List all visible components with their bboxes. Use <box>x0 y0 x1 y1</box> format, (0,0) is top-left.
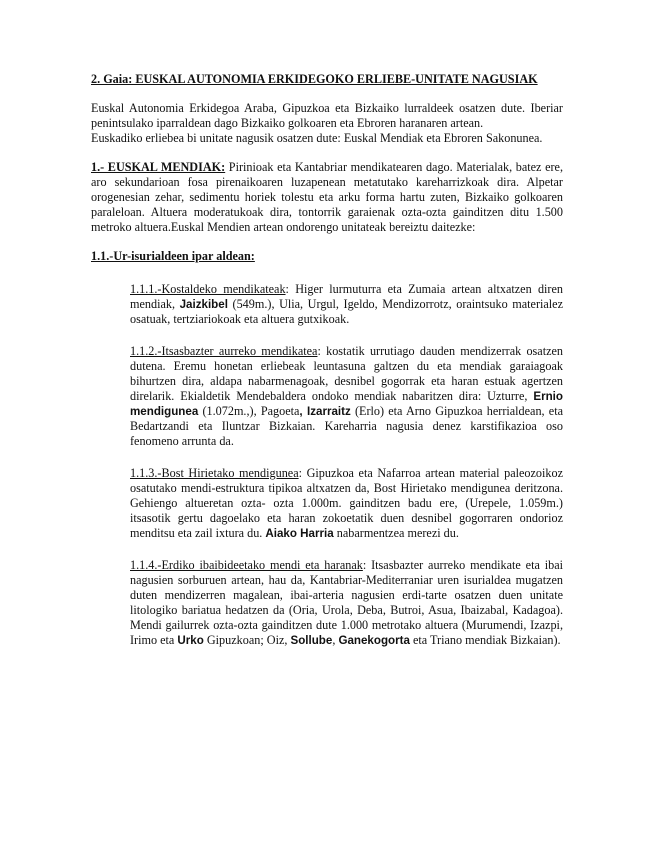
item-text: Gipuzkoan; Oiz, <box>203 633 291 647</box>
item-text: , <box>332 633 339 647</box>
item-kostaldeko-mendikateak <box>130 282 563 327</box>
mountain-name: Jaizkibel <box>179 298 228 311</box>
item-label: 1.1.1.-Kostaldeko mendikateak <box>130 282 286 296</box>
intro <box>91 101 563 146</box>
item-text: nabarmentzea merezi du. <box>333 526 459 540</box>
item-text: : Itsasbazter aurreko mendikate eta ibai nagusien sorburuen artean, hau da, Kantabriar-Mediterraniar uren isurialdea mugatzen duten mendizerren magalean, ibai-arteria nagusien erdi-tarte osatzen duen unitate litologiko bariatua hedatzen da (Oria, Urola, Deba, Butroi, Asua, Ibaizabal, Kadagoa). Mendi gailurrek ozta-ozta gainditzen dute 1.000 metrotako altuera (Murumendi, Izazpi, Irimo eta <box>130 558 563 647</box>
section-heading: 1.- EUSKAL MENDIAK: <box>91 160 226 174</box>
document-page <box>91 72 563 665</box>
mountain-name: Urko <box>177 634 204 647</box>
item-paragraph <box>130 282 563 327</box>
mountain-name: Ernio mendigunea <box>130 390 563 418</box>
mountain-name: Sollube <box>290 634 333 647</box>
item-erdiko-ibaibideetako-mendi <box>130 558 563 648</box>
mountain-name: , Izarraitz <box>299 405 351 418</box>
item-text: : kostatik urrutiago dauden mendizerrak osatzen dutena. Eremu honetan erliebeak leuntasuna galtzen du eta mendiak garaiagoak bihurtzen dira, aldapa nabarmenagoak, desnibel gogorrak eta haran estuak agertzen direlarik. Ekialdetik Mendebaldera ondoko mendiak nabaritzen dira: Uzturre, <box>130 344 563 403</box>
section-euskal-mendiak <box>91 160 563 235</box>
item-label: 1.1.4.-Erdiko ibaibideetako mendi eta haranak <box>130 558 363 572</box>
item-text: eta Triano mendiak Bizkaian). <box>409 633 561 647</box>
item-text: (1.072m.,), Pagoeta <box>198 404 300 418</box>
page-title: 2. Gaia: EUSKAL AUTONOMIA ERKIDEGOKO ERLIEBE-UNITATE NAGUSIAK <box>91 72 538 86</box>
item-paragraph <box>130 344 563 449</box>
item-label: 1.1.2.-Itsasbazter aurreko mendikatea <box>130 344 318 358</box>
mountain-name: Aiako Harria <box>265 527 334 540</box>
subsection-items <box>130 282 563 648</box>
section-paragraph <box>91 160 563 235</box>
item-text: : Higer lurmuturra eta Zumaia artean altxatzen diren mendiak, <box>130 282 563 311</box>
item-label: 1.1.3.-Bost Hirietako mendigunea <box>130 466 299 480</box>
intro-paragraph-1: Euskal Autonomia Erkidegoa Araba, Gipuzkoa eta Bizkaiko lurraldeek osatzen dute. Iberiar penintsulako iparraldean dago Bizkaiko golkoaren eta Ebroren haranaren artean. <box>91 101 563 130</box>
section-text: Pirinioak eta Kantabriar mendikatearen dago. Materialak, batez ere, aro sekundarioan fosa pirenaikoaren luzapenean metatutako kareharrizkoak dira. Alpetar orogenesian zehar, sedimentu horiek tolestu eta arku forma hartu zuten, Bizkaiko golkoaren paraleloan. Altuera moderatukoak dira, tontorrik garaienak ozta-ozta gainditzen ditu 1.500 metroko altuera.Euskal Mendien artean ondorengo unitateak bereiztu daitezke: <box>91 160 563 234</box>
item-text: (549m.), Ulia, Urgul, Igeldo, Mendizorrotz, oraintsuko materialez osatuak, tertziariokoak eta altuera gutxikoak. <box>130 297 563 326</box>
subsection-heading: 1.1.-Ur-isurialdeen ipar aldean: <box>91 249 255 263</box>
item-text: (Erlo) eta Arno Gipuzkoa herrialdean, eta Bedartzandi eta Iluntzar Bizkaian. Kareharria nagusia denez karstifikazioa oso fenomeno arrunta da. <box>130 404 563 448</box>
item-bost-hirietako-mendigunea <box>130 466 563 541</box>
item-text: : Gipuzkoa eta Nafarroa artean material paleozoikoz osatutako mendi-estruktura tipikoa altxatzen da, Bost Hirietako mendigunea deritzona. Gehiengo altueretan ozta- ozta 1.000m. gainditzen badu ere, (Urepele, 1.059m.) itsasotik gertu dagoelako eta haran zokoetatik duen desnibel gogorraren ondorioz menditsu eta zail ixtura du. <box>130 466 564 540</box>
item-paragraph <box>130 558 563 648</box>
item-itsasbazter-aurreko-mendikatea <box>130 344 563 449</box>
intro-paragraph-2: Euskadiko erliebea bi unitate nagusik osatzen dute: Euskal Mendiak eta Ebroren Sakonunea. <box>91 131 543 145</box>
mountain-name: Ganekogorta <box>338 634 410 647</box>
item-paragraph <box>130 466 563 541</box>
